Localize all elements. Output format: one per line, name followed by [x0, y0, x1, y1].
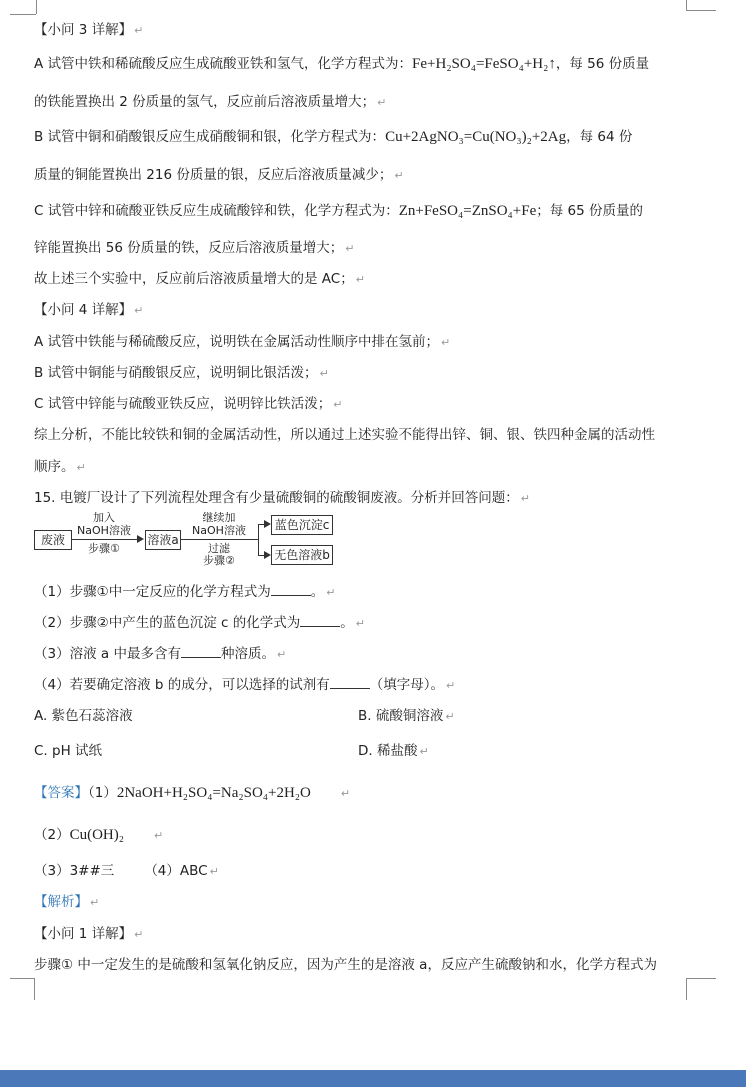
answer-tag: 【答案】 — [34, 785, 88, 801]
equation: Zn+FeSO₄=ZnSO₄+Fe — [398, 203, 537, 219]
arrow-head — [137, 535, 144, 543]
answer-blank[interactable] — [330, 676, 370, 689]
option-d: D. 稀盐酸 ↵ — [358, 743, 429, 759]
arrow — [71, 539, 139, 540]
taskbar — [0, 1070, 746, 1087]
answer-blank[interactable] — [271, 583, 311, 596]
crop-mark — [686, 978, 716, 979]
answer-1: 【答案】（1）2NaOH+H₂SO₄=Na₂SO₄+2H₂O ↵ — [34, 785, 351, 801]
solution-a-box: 溶液a — [145, 530, 181, 550]
filter-label: 过滤 — [208, 542, 230, 555]
crop-mark — [36, 0, 37, 14]
question-3: （3）溶液 a 中最多含有 种溶质。 ↵ — [34, 646, 287, 662]
paragraph: A 试管中铁和稀硫酸反应生成硫酸亚铁和氢气，化学方程式为：Fe+H₂SO₄=FeSO₄+H₂↑，每 56 份质量 — [34, 56, 650, 72]
option-c: C. pH 试纸 — [34, 743, 103, 759]
naoh-label: NaOH溶液 — [77, 524, 131, 537]
arrow-head — [264, 551, 271, 559]
question-2: （2）步骤②中产生的蓝色沉淀 c 的化学式为 。 ↵ — [34, 615, 365, 631]
arrow — [180, 539, 258, 540]
option-a: A. 紫色石蕊溶液 — [34, 708, 133, 724]
equation: Cu(OH)₂ — [69, 827, 124, 843]
answer-3-4: （3）3##三 （4）ABC ↵ — [34, 863, 219, 879]
paragraph: B 试管中铜和硝酸银反应生成硝酸铜和银，化学方程式为：Cu+2AgNO₃=Cu(NO₃)₂+2Ag，每 64 份 — [34, 129, 633, 145]
equation: 2NaOH+H₂SO₄=Na₂SO₄+2H₂O — [116, 785, 311, 801]
step2-label: 步骤② — [203, 554, 235, 567]
naoh-label: NaOH溶液 — [192, 524, 246, 537]
question-1: （1）步骤①中一定反应的化学方程式为 。 ↵ — [34, 584, 336, 600]
colorless-solution-box: 无色溶液b — [271, 545, 333, 565]
answer-2: （2）Cu(OH)₂ ↵ — [34, 827, 164, 843]
crop-mark — [686, 978, 687, 1000]
question-4: （4）若要确定溶液 b 的成分，可以选择的试剂有 （填字母）。 ↵ — [34, 677, 456, 693]
question-15: 15. 电镀厂设计了下列流程处理含有少量硫酸铜的硫酸铜废液。分析并回答问题： ↵ — [34, 490, 530, 506]
paragraph: C 试管中锌和硫酸亚铁反应生成硫酸锌和铁，化学方程式为：Zn+FeSO₄=ZnSO₄+Fe；每 65 份质量的 — [34, 203, 643, 219]
continue-label: 继续加 — [202, 511, 236, 524]
option-b: B. 硫酸铜溶液 ↵ — [358, 708, 455, 724]
paragraph: 故上述三个实验中，反应前后溶液质量增大的是 AC； ↵ — [34, 271, 365, 287]
heading-q4: 【小问 4 详解】 ↵ — [34, 302, 144, 318]
heading-q1: 【小问 1 详解】 ↵ — [34, 926, 144, 942]
crop-mark — [10, 978, 34, 979]
crop-mark — [34, 978, 35, 1000]
branch-line — [258, 524, 259, 555]
crop-mark — [686, 0, 687, 10]
arrow-head — [264, 520, 271, 528]
paragraph: 步骤① 中一定发生的是硫酸和氢氧化钠反应，因为产生的是溶液 a，反应产生硫酸钠和水，化学方程式为 — [34, 957, 657, 973]
answer-blank[interactable] — [300, 614, 340, 627]
paragraph: 综上分析，不能比较铁和铜的金属活动性，所以通过上述实验不能得出锌、铜、银、铁四种金属的活动性 — [34, 427, 655, 443]
waste-box: 废液 — [34, 530, 72, 550]
equation: Cu+2AgNO₃=Cu(NO₃)₂+2Ag — [385, 129, 567, 145]
paragraph: 锌能置换出 56 份质量的铁，反应后溶液质量增大； ↵ — [34, 240, 355, 256]
add-label: 加入 — [93, 511, 115, 524]
answer-blank[interactable] — [181, 645, 221, 658]
paragraph: B 试管中铜能与硝酸银反应，说明铜比银活泼； ↵ — [34, 365, 329, 381]
heading-q3: 【小问 3 详解】 ↵ — [34, 22, 144, 38]
analysis-tag: 【解析】 ↵ — [34, 894, 100, 910]
step1-label: 步骤① — [88, 542, 120, 555]
blue-precipitate-box: 蓝色沉淀c — [271, 515, 333, 535]
paragraph: 顺序。 ↵ — [34, 459, 86, 475]
paragraph: 的铁能置换出 2 份质量的氢气，反应前后溶液质量增大； ↵ — [34, 94, 387, 110]
paragraph: C 试管中锌能与硫酸亚铁反应，说明锌比铁活泼； ↵ — [34, 396, 343, 412]
paragraph: A 试管中铁能与稀硫酸反应，说明铁在金属活动性顺序中排在氢前； ↵ — [34, 334, 451, 350]
crop-mark — [686, 10, 716, 11]
equation: Fe+H₂SO₄=FeSO₄+H₂↑ — [412, 56, 556, 72]
process-flow-diagram — [34, 510, 344, 570]
paragraph: 质量的铜能置换出 216 份质量的银，反应后溶液质量减少； ↵ — [34, 167, 404, 183]
crop-mark — [10, 14, 36, 15]
